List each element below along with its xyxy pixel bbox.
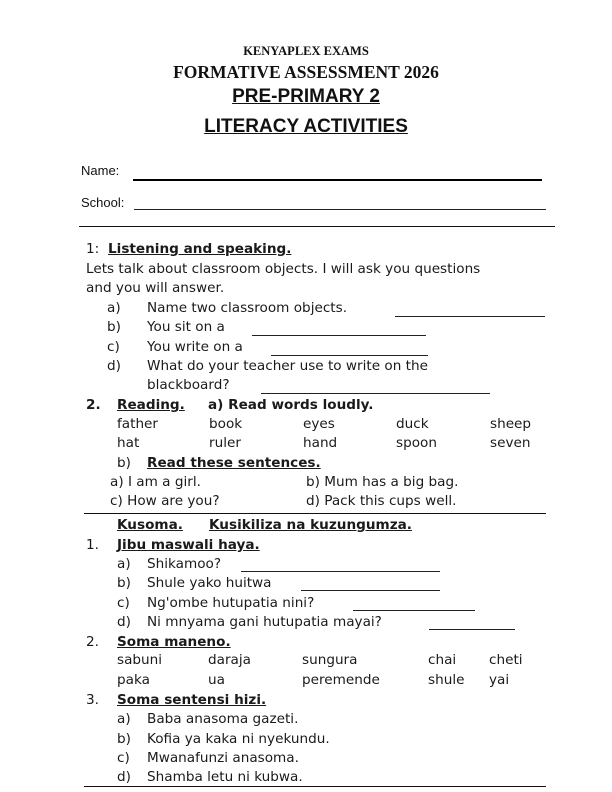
word: sungura <box>302 652 358 668</box>
k3-number: 3. <box>86 692 99 708</box>
sentence: Baba anasoma gazeti. <box>147 711 299 727</box>
word: shule <box>428 672 465 688</box>
q-letter: b) <box>117 575 131 591</box>
section2-number: 2. <box>86 397 101 413</box>
question-text: Shikamoo? <box>147 556 222 572</box>
k3-title: Soma sentensi hizi. <box>117 692 267 708</box>
name-label: Name: <box>81 163 120 178</box>
kiswahili-heading-kusoma: Kusoma. <box>117 517 183 533</box>
sentence: Shamba letu ni kubwa. <box>147 769 303 785</box>
word: yai <box>489 672 510 688</box>
publisher-name: KENYAPLEX EXAMS <box>243 44 369 58</box>
divider <box>84 513 546 514</box>
sentence: Mwanafunzi anasoma. <box>147 750 299 766</box>
assessment-title: FORMATIVE ASSESSMENT 2026 <box>173 62 439 82</box>
word: chai <box>428 652 457 668</box>
k2-title: Soma maneno. <box>117 634 231 650</box>
section1-intro-line1: Lets talk about classroom objects. I will ask you questions <box>86 261 481 277</box>
q-letter: b) <box>117 731 131 747</box>
word: seven <box>490 435 531 451</box>
word: sabuni <box>117 652 163 668</box>
subtitle-b-letter: b) <box>117 455 131 471</box>
q-letter: b) <box>107 319 121 335</box>
school-field[interactable] <box>134 209 546 210</box>
school-label: School: <box>81 195 125 210</box>
word: sheep <box>490 416 532 432</box>
section2-subtitle-b: Read these sentences. <box>147 455 321 471</box>
name-field[interactable] <box>133 179 542 181</box>
k1-number: 1. <box>86 537 99 553</box>
question-text: Ni mnyama gani hutupatia mayai? <box>147 614 382 630</box>
k2-number: 2. <box>86 634 99 650</box>
word: duck <box>396 416 429 432</box>
word: ua <box>208 672 225 688</box>
question-text: You sit on a <box>147 319 225 335</box>
kiswahili-heading-kusikiliza: Kusikiliza na kuzungumza. <box>209 517 412 533</box>
word: spoon <box>396 435 437 451</box>
section1-number: 1: <box>86 241 100 257</box>
sentence: b) Mum has a big bag. <box>306 474 459 490</box>
answer-blank[interactable] <box>301 590 440 591</box>
grade-title: PRE-PRIMARY 2 <box>232 86 380 107</box>
word: book <box>209 416 243 432</box>
question-text: Ng'ombe hutupatia nini? <box>147 595 315 611</box>
sentence: Kofia ya kaka ni nyekundu. <box>147 731 330 747</box>
sentence: a) I am a girl. <box>110 474 201 490</box>
answer-blank[interactable] <box>261 393 490 394</box>
k1-title: Jibu maswali haya. <box>117 537 260 553</box>
question-text: Shule yako huitwa <box>147 575 272 591</box>
answer-blank[interactable] <box>353 610 475 611</box>
word: hand <box>303 435 338 451</box>
q-letter: d) <box>117 769 131 785</box>
q-letter: c) <box>107 339 120 355</box>
answer-blank[interactable] <box>252 335 426 336</box>
q-letter: a) <box>107 300 121 316</box>
subject-title: LITERACY ACTIVITIES <box>204 116 408 137</box>
word: cheti <box>489 652 523 668</box>
q-letter: a) <box>117 556 131 572</box>
word: ruler <box>209 435 241 451</box>
divider <box>84 786 546 787</box>
question-text: You write on a <box>147 339 243 355</box>
word: father <box>117 416 159 432</box>
answer-blank[interactable] <box>395 316 545 317</box>
q-letter: c) <box>117 595 130 611</box>
sentence: c) How are you? <box>110 493 220 509</box>
question-text: What do your teacher use to write on the <box>147 358 428 374</box>
q-letter: d) <box>107 358 121 374</box>
word: daraja <box>208 652 251 668</box>
section1-intro-line2: and you will answer. <box>86 280 225 296</box>
answer-blank[interactable] <box>241 571 440 572</box>
answer-blank[interactable] <box>429 629 515 630</box>
q-letter: d) <box>117 614 131 630</box>
question-text-cont: blackboard? <box>147 377 230 393</box>
word: peremende <box>302 672 380 688</box>
section2-title: Reading. <box>117 397 185 413</box>
q-letter: c) <box>117 750 130 766</box>
question-text: Name two classroom objects. <box>147 300 348 316</box>
answer-blank[interactable] <box>271 355 428 356</box>
q-letter: a) <box>117 711 131 727</box>
section2-subtitle-a: a) Read words loudly. <box>208 397 374 413</box>
divider <box>79 226 555 227</box>
sentence: d) Pack this cups well. <box>306 493 457 509</box>
section1-title: Listening and speaking. <box>108 241 292 257</box>
word: hat <box>117 435 140 451</box>
word: eyes <box>303 416 335 432</box>
word: paka <box>117 672 150 688</box>
